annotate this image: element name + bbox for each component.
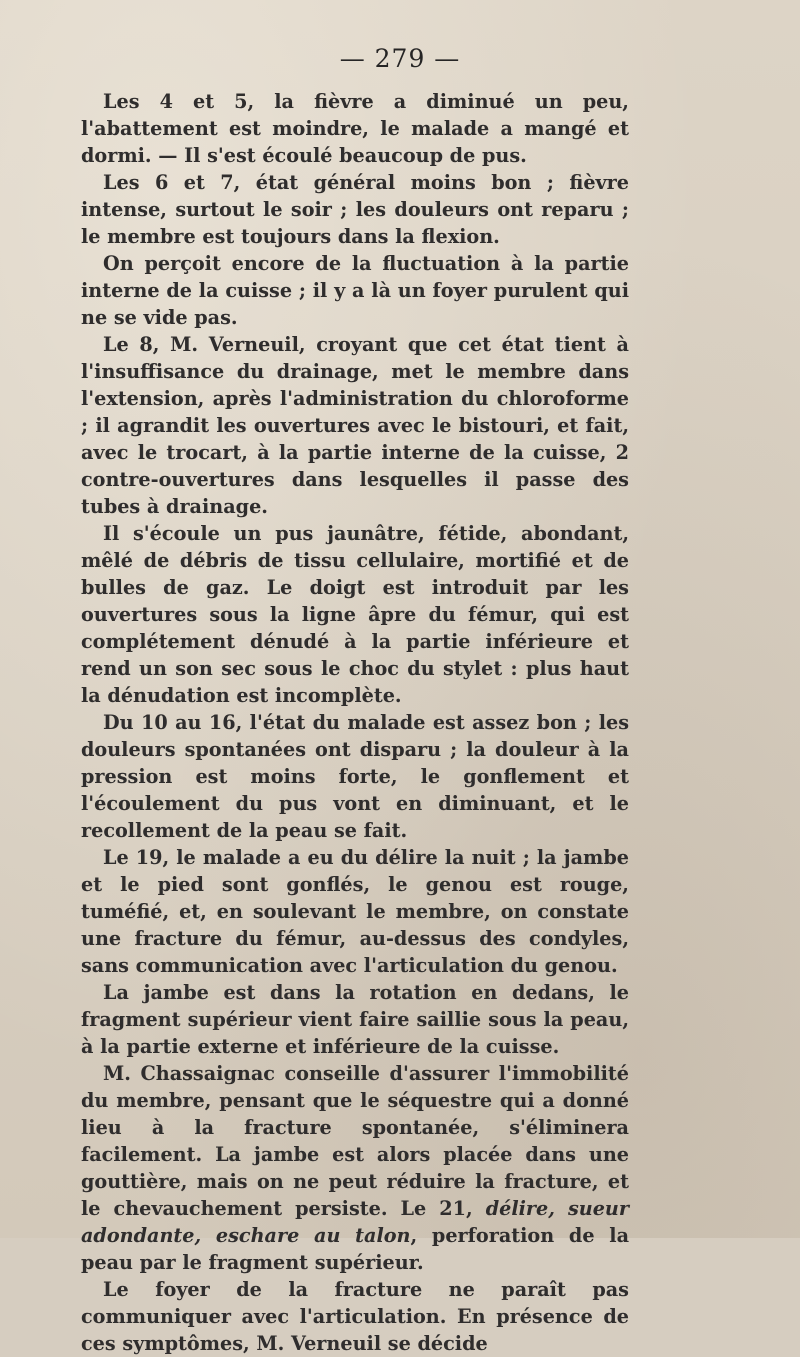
paragraph: Les 6 et 7, état général moins bon ; fièvre intense, surtout le soir ; les douleurs ont reparu ; le membre est toujours dans la flexion. <box>81 171 629 248</box>
page-number: — 279 — <box>339 44 461 73</box>
paragraph: La jambe est dans la rotation en dedans, le fragment supérieur vient faire saillie sous la peau, à la partie externe et inférieure de la cuisse. <box>81 981 629 1058</box>
paragraph-text: , perforation de la peau par le fragment supérieur. <box>81 1224 629 1274</box>
italic-phrase: délire, sueur adondante, eschare au talon <box>81 1197 629 1247</box>
paragraph: Le foyer de la fracture ne paraît pas communiquer avec l'articulation. En présence de ces symptômes, M. Verneuil se décide <box>81 1278 629 1355</box>
paragraph: Du 10 au 16, l'état du malade est assez bon ; les douleurs spontanées ont disparu ; la douleur à la pression est moins forte, le gonflement et l'écoulement du pus vont en diminuant, et le recollement de la peau se fait. <box>81 711 629 842</box>
body-text <box>81 88 629 1357</box>
paragraph-text: M. Chassaignac conseille d'assurer l'immobilité du membre, pensant que le séquestre qui a donné lieu à la fracture spontanée, s'éliminera facilement. La jambe est alors placée dans une gouttière, mais on ne peut réduire la fracture, et le chevauchement persiste. Le 21, <box>81 1062 629 1220</box>
paragraph: Le 8, M. Verneuil, croyant que cet état tient à l'insuffisance du drainage, met le membre dans l'extension, après l'administration du chloroforme ; il agrandit les ouvertures avec le bistouri, et fait, avec le trocart, à la partie interne de la cuisse, 2 contre-ouvertures dans lesquelles il passe des tubes à drainage. <box>81 333 629 518</box>
paragraph: On perçoit encore de la fluctuation à la partie interne de la cuisse ; il y a là un foyer purulent qui ne se vide pas. <box>81 252 629 329</box>
paragraph <box>81 1060 629 1276</box>
paragraph: Les 4 et 5, la fièvre a diminué un peu, l'abattement est moindre, le malade a mangé et dormi. — Il s'est écoulé beaucoup de pus. <box>81 90 629 167</box>
paragraph: Le 19, le malade a eu du délire la nuit ; la jambe et le pied sont gonflés, le genou est rouge, tuméfié, et, en soulevant le membre, on constate une fracture du fémur, au-dessus des condyles, sans communication avec l'articulation du genou. <box>81 846 629 977</box>
paragraph: Il s'écoule un pus jaunâtre, fétide, abondant, mêlé de débris de tissu cellulaire, mortifié et de bulles de gaz. Le doigt est introduit par les ouvertures sous la ligne âpre du fémur, qui est complétement dénudé à la partie inférieure et rend un son sec sous le choc du stylet : plus haut la dénudation est incomplète. <box>81 522 629 707</box>
